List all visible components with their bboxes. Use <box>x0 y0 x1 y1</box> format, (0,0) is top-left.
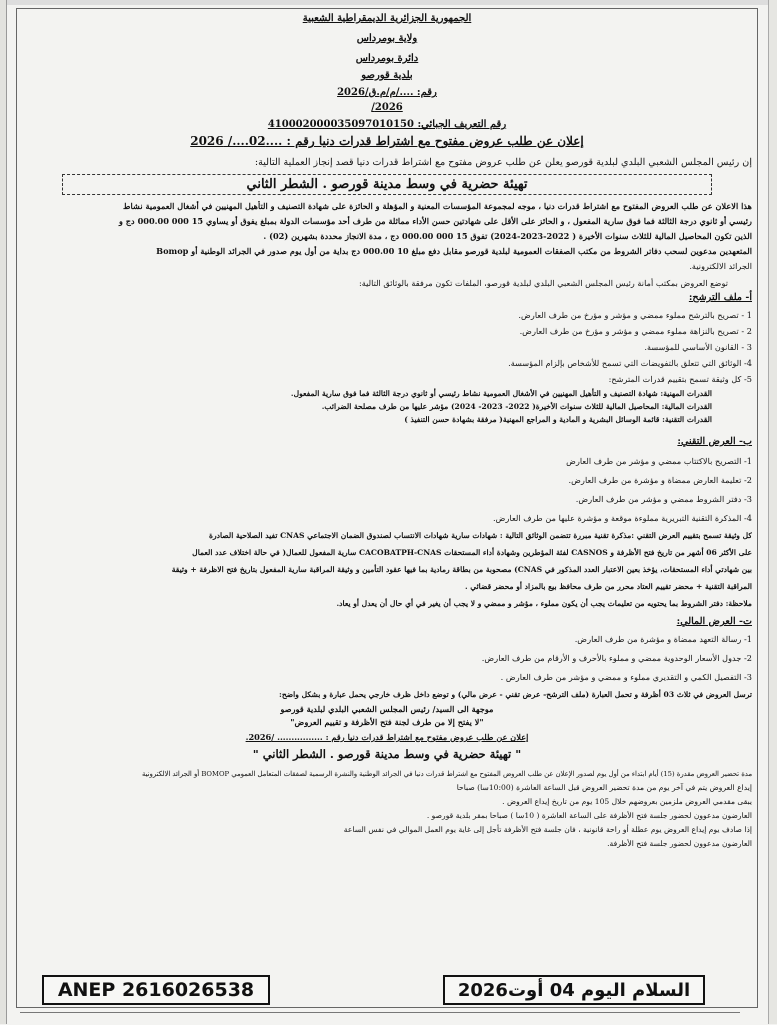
section-b-item: 2- تعليمة العارض ممضاة و مؤشرة من طرف العارض. <box>568 475 752 485</box>
section-a-item: 5- كل وثيقة تسمح بتقييم قدرات المترشح: <box>608 374 752 384</box>
closing-line: العارضون مدعوون لحضور جلسة فتح الأظرفة على الساعة العاشرة ( 10سا ) صباحا بمقر بلدية قورصو . <box>426 811 752 820</box>
section-a-title: أ- ملف الترشح: <box>688 292 752 303</box>
section-c-item: 2- جدول الأسعار الوحدوية ممضي و مملوء بالأحرف و الأرقام من طرف العارض. <box>481 653 752 663</box>
envelope-address: موجهة الى السيد/ رئيس المجلس الشعبي البلدي لبلدية قورصو <box>280 704 494 714</box>
envelope-title: إعلان عن طلب عروض مفتوح مع اشتراط قدرات دنيا رقم : ................ /2026. <box>245 732 529 742</box>
section-a-item: 1 - تصريح بالترشح مملوء ممضي و مؤشر و مؤرخ من طرف العارض. <box>518 310 752 320</box>
header-year: 2026/ <box>371 102 403 113</box>
header-commune: بلدية قورصو <box>361 70 413 81</box>
closing-line: العارضون مدعوون لحضور جلسة فتح الأظرفة. <box>607 839 752 848</box>
closing-line: إذا صادف يوم إيداع العروض يوم عطلة أو راحة قانونية ، فان جلسة فتح الأظرفة تأجل إلى غاية يوم العمل الموالي في نفس الساعة <box>343 825 752 834</box>
section-b-paragraph: المراقبة التقنية + محضر تقييم العتاد محرر من طرف محافظ بيع بالمزاد أو محضر قضائي . <box>464 582 752 591</box>
section-b-paragraph: كل وثيقة تسمح بتقييم العرض التقني :مذكرة تقنية مبررة تتضمن الوثائق التالية : شهادات سارية شهادات الانتساب لصندوق الضمان الاجتماعي CNAS تفيد الصلاحية الصادرة <box>208 531 752 540</box>
header-wilaya: ولاية بومرداس <box>356 33 418 44</box>
header-daira: دائرة بومرداس <box>355 53 419 64</box>
header-republic: الجمهورية الجزائرية الديمقراطية الشعبية <box>302 13 472 24</box>
paragraph3: توضع العروض بمكتب أمانة رئيس المجلس الشعبي البلدي لبلدية قورصو، الملفات تكون مرفقة بالوثائق التالية: <box>358 278 728 288</box>
paragraph1-line3: الذين تكون المحاصيل المالية للثلاث سنوات الأخيرة ( 2022-2023-2024) تفوق 15 000 000.00 دج ، مدة الانجاز محددة بشهرين (02) . <box>263 231 752 241</box>
page-top-edge <box>0 0 777 5</box>
intro-text: إن رئيس المجلس الشعبي البلدي لبلدية قورصو يعلن عن طلب عروض مفتوح مع اشتراط قدرات دنيا قصد إنجاز العملية التالية: <box>254 157 752 168</box>
section-a-item: 2 - تصريح بالنزاهة مملوء ممضي و مؤشر و مؤرخ من طرف العارض. <box>519 326 752 336</box>
header-ref: رقم: ..../م/م.ق/2026 <box>337 87 437 98</box>
project-box: تهيئة حضرية في وسط مدينة قورصو . الشطر الثاني <box>62 174 712 195</box>
paragraph1-line2: رئيسي أو ثانوي درجة الثالثة فما فوق سارية المفعول ، و الحائز على الأقل على شهادتين حسن الأداء مماثلة من طرف أحد مؤسسات الدولة بمبلغ يفوق أو يساوي 15 000 000.00 دج و <box>118 216 752 226</box>
section-b-item: 1- التصريح بالاكتتاب ممضي و مؤشر من طرف العارض <box>566 456 752 466</box>
section-b-paragraph: بين شهادتي أداء المستحقات، يؤخذ بعين الاعتبار العدد المذكور في CNAS) مصحوبة من بطاقة رمادية بما فيها عقود التأمين و وثيقة المراقبة سارية المفعول بتاريخ فتح الاظرفة + وثيقة <box>171 565 752 574</box>
section-a-sub: القدرات المالية: المحاصيل المالية للثلاث سنوات الأخيرة( 2022- 2023- 2024) مؤشر عليها من طرف مصلحة الضرائب. <box>321 402 712 411</box>
anep-number: ANEP 2616026538 <box>42 975 270 1005</box>
announcement-title: إعلان عن طلب عروض مفتوح مع اشتراط قدرات دنيا رقم : ....02..../ 2026 <box>190 134 584 148</box>
page-right-edge <box>768 0 777 1024</box>
paragraph2-line2: الجرائد الالكترونية. <box>689 261 752 271</box>
section-c-title: ت- العرض المالي: <box>676 616 752 627</box>
envelope-text: ترسل العروض في ثلاث 03 أظرفة و تحمل العبارة (ملف الترشح- عرض تقني - عرض مالي) و توضع داخل ظرف خارجي يحمل عبارة و بشكل واضح: <box>279 690 752 699</box>
section-b-title: ب- العرض التقني: <box>677 436 752 447</box>
envelope-notice: "لا يفتح إلا من طرف لجنة فتح الأظرفة و تقييم العروض" <box>290 717 484 727</box>
announcement-document <box>22 12 752 972</box>
paragraph1-line1: هذا الاعلان عن طلب العروض المفتوح مع اشتراط قدرات دنيا ، موجه لمجموعة المؤسسات المعنية و المؤهلة و الحائزة على شهادة التصنيف و التأهيل المهنيين في أشغال العمومية نشاط <box>122 201 752 211</box>
section-a-sub: القدرات المهنية: شهادة التصنيف و التأهيل المهنيين في الأشغال العمومية نشاط رئيسي أو ثانوي درجة الثالثة فما فوق سارية المفعول. <box>290 389 712 398</box>
section-c-item: 1- رسالة التعهد ممضاة و مؤشرة من طرف العارض. <box>574 634 752 644</box>
page-cut-edge <box>20 1012 740 1025</box>
closing-line: إيداع العروض يتم في آخر يوم من مدة تحضير العروض قبل الساعة العاشرة (10:00سا) صباحا <box>456 783 752 792</box>
header-nif: رقم التعريف الجبائي: 410002000035097010150 <box>267 119 507 130</box>
paragraph2-line1: المتعهدين مدعوين لسحب دفاتر الشروط من مكتب الصفقات العمومية لبلدية قورصو مقابل دفع مبلغ 10 000.00 دج بداية من أول يوم صدور في الجرائد الوطنية أو Bomop <box>156 246 752 256</box>
page-left-edge <box>0 0 7 1024</box>
section-b-item: 3- دفتر الشروط ممضي و مؤشر من طرف العارض. <box>575 494 752 504</box>
section-a-item: 4- الوثائق التي تتعلق بالتفويضات التي تسمح للأشخاص بإلزام المؤسسة. <box>508 358 752 368</box>
section-c-item: 3- التفصيل الكمي و التقديري مملوء و ممضي و مؤشر من طرف العارض . <box>500 672 752 682</box>
section-a-item: 3 - القانون الأساسي للمؤسسة. <box>644 342 752 352</box>
section-b-note: ملاحظة: دفتر الشروط بما يحتويه من تعليمات يجب أن يكون مملوء ، مؤشر و ممضي و لا يجب أن يغير في أي حال أن يعدل أو يعاد. <box>336 599 752 608</box>
section-b-paragraph: على الأكثر 06 أشهر من تاريخ فتح الأظرفة و CASNOS لفئة المؤطرين وشهادة أداء المستحقات CACOBATPH-CNAS سارية المفعول للعمال( في حالة اختلاف عدد العمال <box>192 548 752 557</box>
section-a-sub: القدرات التقنية: قائمة الوسائل البشرية و المادية و المراجع المهنية( مرفقة بشهادة حسن التنفيذ ) <box>404 415 712 424</box>
newspaper-date: السلام اليوم 04 أوت2026 <box>443 975 705 1005</box>
closing-line: مدة تحضير العروض مقدرة (15) أيام ابتداء من أول يوم لصدور الإعلان عن طلب العروض المفتوح مع اشتراط قدرات دنيا في الجرائد الوطنية والنشرة الرسمية لصفقات المتعامل العمومي BOMOP أو الجرائد الالكترونية <box>141 770 752 778</box>
section-b-item: 4- المذكرة التقنية التبريرية مملوءة موقعة و مؤشرة عليها من طرف العارض. <box>493 513 752 523</box>
closing-line: يبقى مقدمي العروض ملزمين بعروضهم خلال 105 يوم من تاريخ إيداع العروض . <box>502 797 752 806</box>
envelope-project: " تهيئة حضرية في وسط مدينة قورصو . الشطر الثاني " <box>252 747 522 761</box>
